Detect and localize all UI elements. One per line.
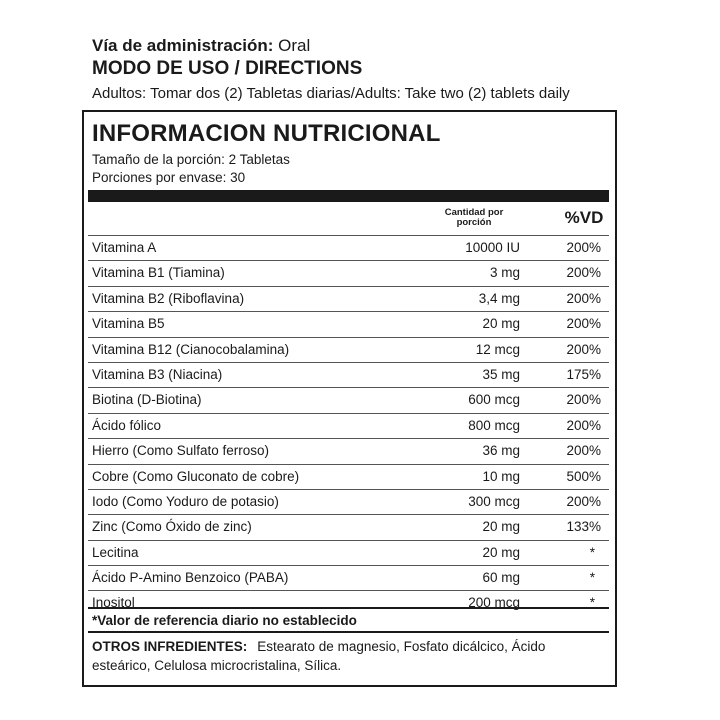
table-row (88, 337, 609, 362)
nutrient-name: Vitamina B3 (Niacina) (92, 366, 223, 382)
nutrient-amount: 3 mg (489, 265, 520, 281)
nutrient-dv: 200% (566, 417, 601, 433)
footnote-text: *Valor de referencia diario no establecido (92, 613, 357, 628)
nutrient-dv: 200% (566, 240, 601, 255)
nutrient-amount: 12 mcg (475, 341, 520, 357)
adults-dosage-text: Adultos: Tomar dos (2) Tabletas diarias/Adults: Take two (2) tablets daily (92, 85, 570, 102)
table-row (88, 540, 609, 565)
nutrient-dv: 200% (566, 265, 601, 281)
table-row (88, 235, 609, 260)
administration-label: Vía de administración: (92, 36, 274, 55)
table-row (88, 514, 609, 539)
nutrient-amount: 60 mg (482, 570, 520, 586)
amount-column-header: Cantidad por porción (444, 207, 504, 228)
nutrient-amount: 800 mcg (468, 417, 520, 433)
nutrient-name: Iodo (Como Yoduro de potasio) (92, 493, 279, 509)
nutrient-name: Vitamina A (92, 240, 157, 255)
table-row (88, 464, 609, 489)
nutrient-amount: 36 mg (482, 443, 520, 459)
other-ingredients-label: OTROS INFREDIENTES: (92, 639, 248, 654)
nutrient-amount: 20 mg (482, 519, 520, 535)
nutrient-dv: 200% (566, 290, 601, 306)
nutrient-name: Cobre (Como Gluconato de cobre) (92, 468, 300, 484)
nutrient-dv: * (589, 544, 595, 560)
nutrient-dv: 500% (566, 468, 601, 484)
header-divider-bar (88, 190, 609, 202)
nutrient-dv: 200% (566, 316, 601, 332)
nutrient-amount: 10000 IU (465, 240, 520, 255)
table-row (88, 286, 609, 311)
nutrient-name: Vitamina B2 (Riboflavina) (92, 290, 245, 306)
servings-per-container: Porciones por envase: 30 (92, 170, 246, 185)
panel-title: INFORMACION NUTRICIONAL (92, 120, 441, 147)
table-row (88, 413, 609, 438)
table-row (88, 311, 609, 336)
nutrient-amount: 20 mg (482, 316, 520, 332)
serving-size: Tamaño de la porción: 2 Tabletas (92, 152, 290, 167)
nutrient-name: Biotina (D-Biotina) (92, 392, 202, 408)
other-ingredients-text: Estearato de magnesio, Fosfato dicálcico, Ácido esteárico, Celulosa microcristalina, Sílica. (92, 639, 546, 673)
table-row (88, 565, 609, 590)
nutrient-name: Vitamina B12 (Cianocobalamina) (92, 341, 290, 357)
nutrient-dv: 200% (566, 443, 601, 459)
administration-route (92, 36, 310, 56)
nutrient-dv: 200% (566, 341, 601, 357)
nutrient-amount: 3,4 mg (478, 290, 520, 306)
table-row (88, 387, 609, 412)
table-row (88, 362, 609, 387)
nutrient-dv: * (589, 595, 595, 611)
nutrient-amount: 35 mg (482, 366, 520, 382)
footnote-row (88, 607, 609, 633)
nutrient-name: Ácido fólico (92, 417, 162, 433)
nutrition-panel (82, 110, 617, 687)
nutrient-name: Inositol (92, 595, 135, 611)
nutrient-dv: 133% (566, 519, 601, 535)
nutrient-amount: 200 mcg (468, 595, 520, 611)
nutrient-name: Vitamina B5 (92, 316, 165, 332)
nutrient-name: Lecitina (92, 544, 139, 560)
nutrient-amount: 20 mg (482, 544, 520, 560)
dv-column-header: %VD (564, 208, 604, 227)
nutrient-name: Hierro (Como Sulfato ferroso) (92, 443, 270, 459)
table-row (88, 489, 609, 514)
nutrient-amount: 300 mcg (468, 493, 520, 509)
nutrient-amount: 10 mg (482, 468, 520, 484)
nutrient-name: Zinc (Como Óxido de zinc) (92, 519, 252, 535)
nutrient-dv: * (589, 570, 595, 586)
nutrient-dv: 200% (566, 493, 601, 509)
nutrient-name: Ácido P-Amino Benzoico (PABA) (92, 570, 289, 586)
table-row (88, 260, 609, 285)
nutrient-name: Vitamina B1 (Tiamina) (92, 265, 225, 281)
directions-title: MODO DE USO / DIRECTIONS (92, 58, 363, 79)
table-row (88, 438, 609, 463)
nutrient-dv: 175% (566, 366, 601, 382)
nutrient-dv: 200% (566, 392, 601, 408)
nutrient-table (88, 235, 609, 616)
other-ingredients (88, 631, 609, 675)
administration-value: Oral (278, 36, 311, 55)
nutrient-amount: 600 mcg (468, 392, 520, 408)
